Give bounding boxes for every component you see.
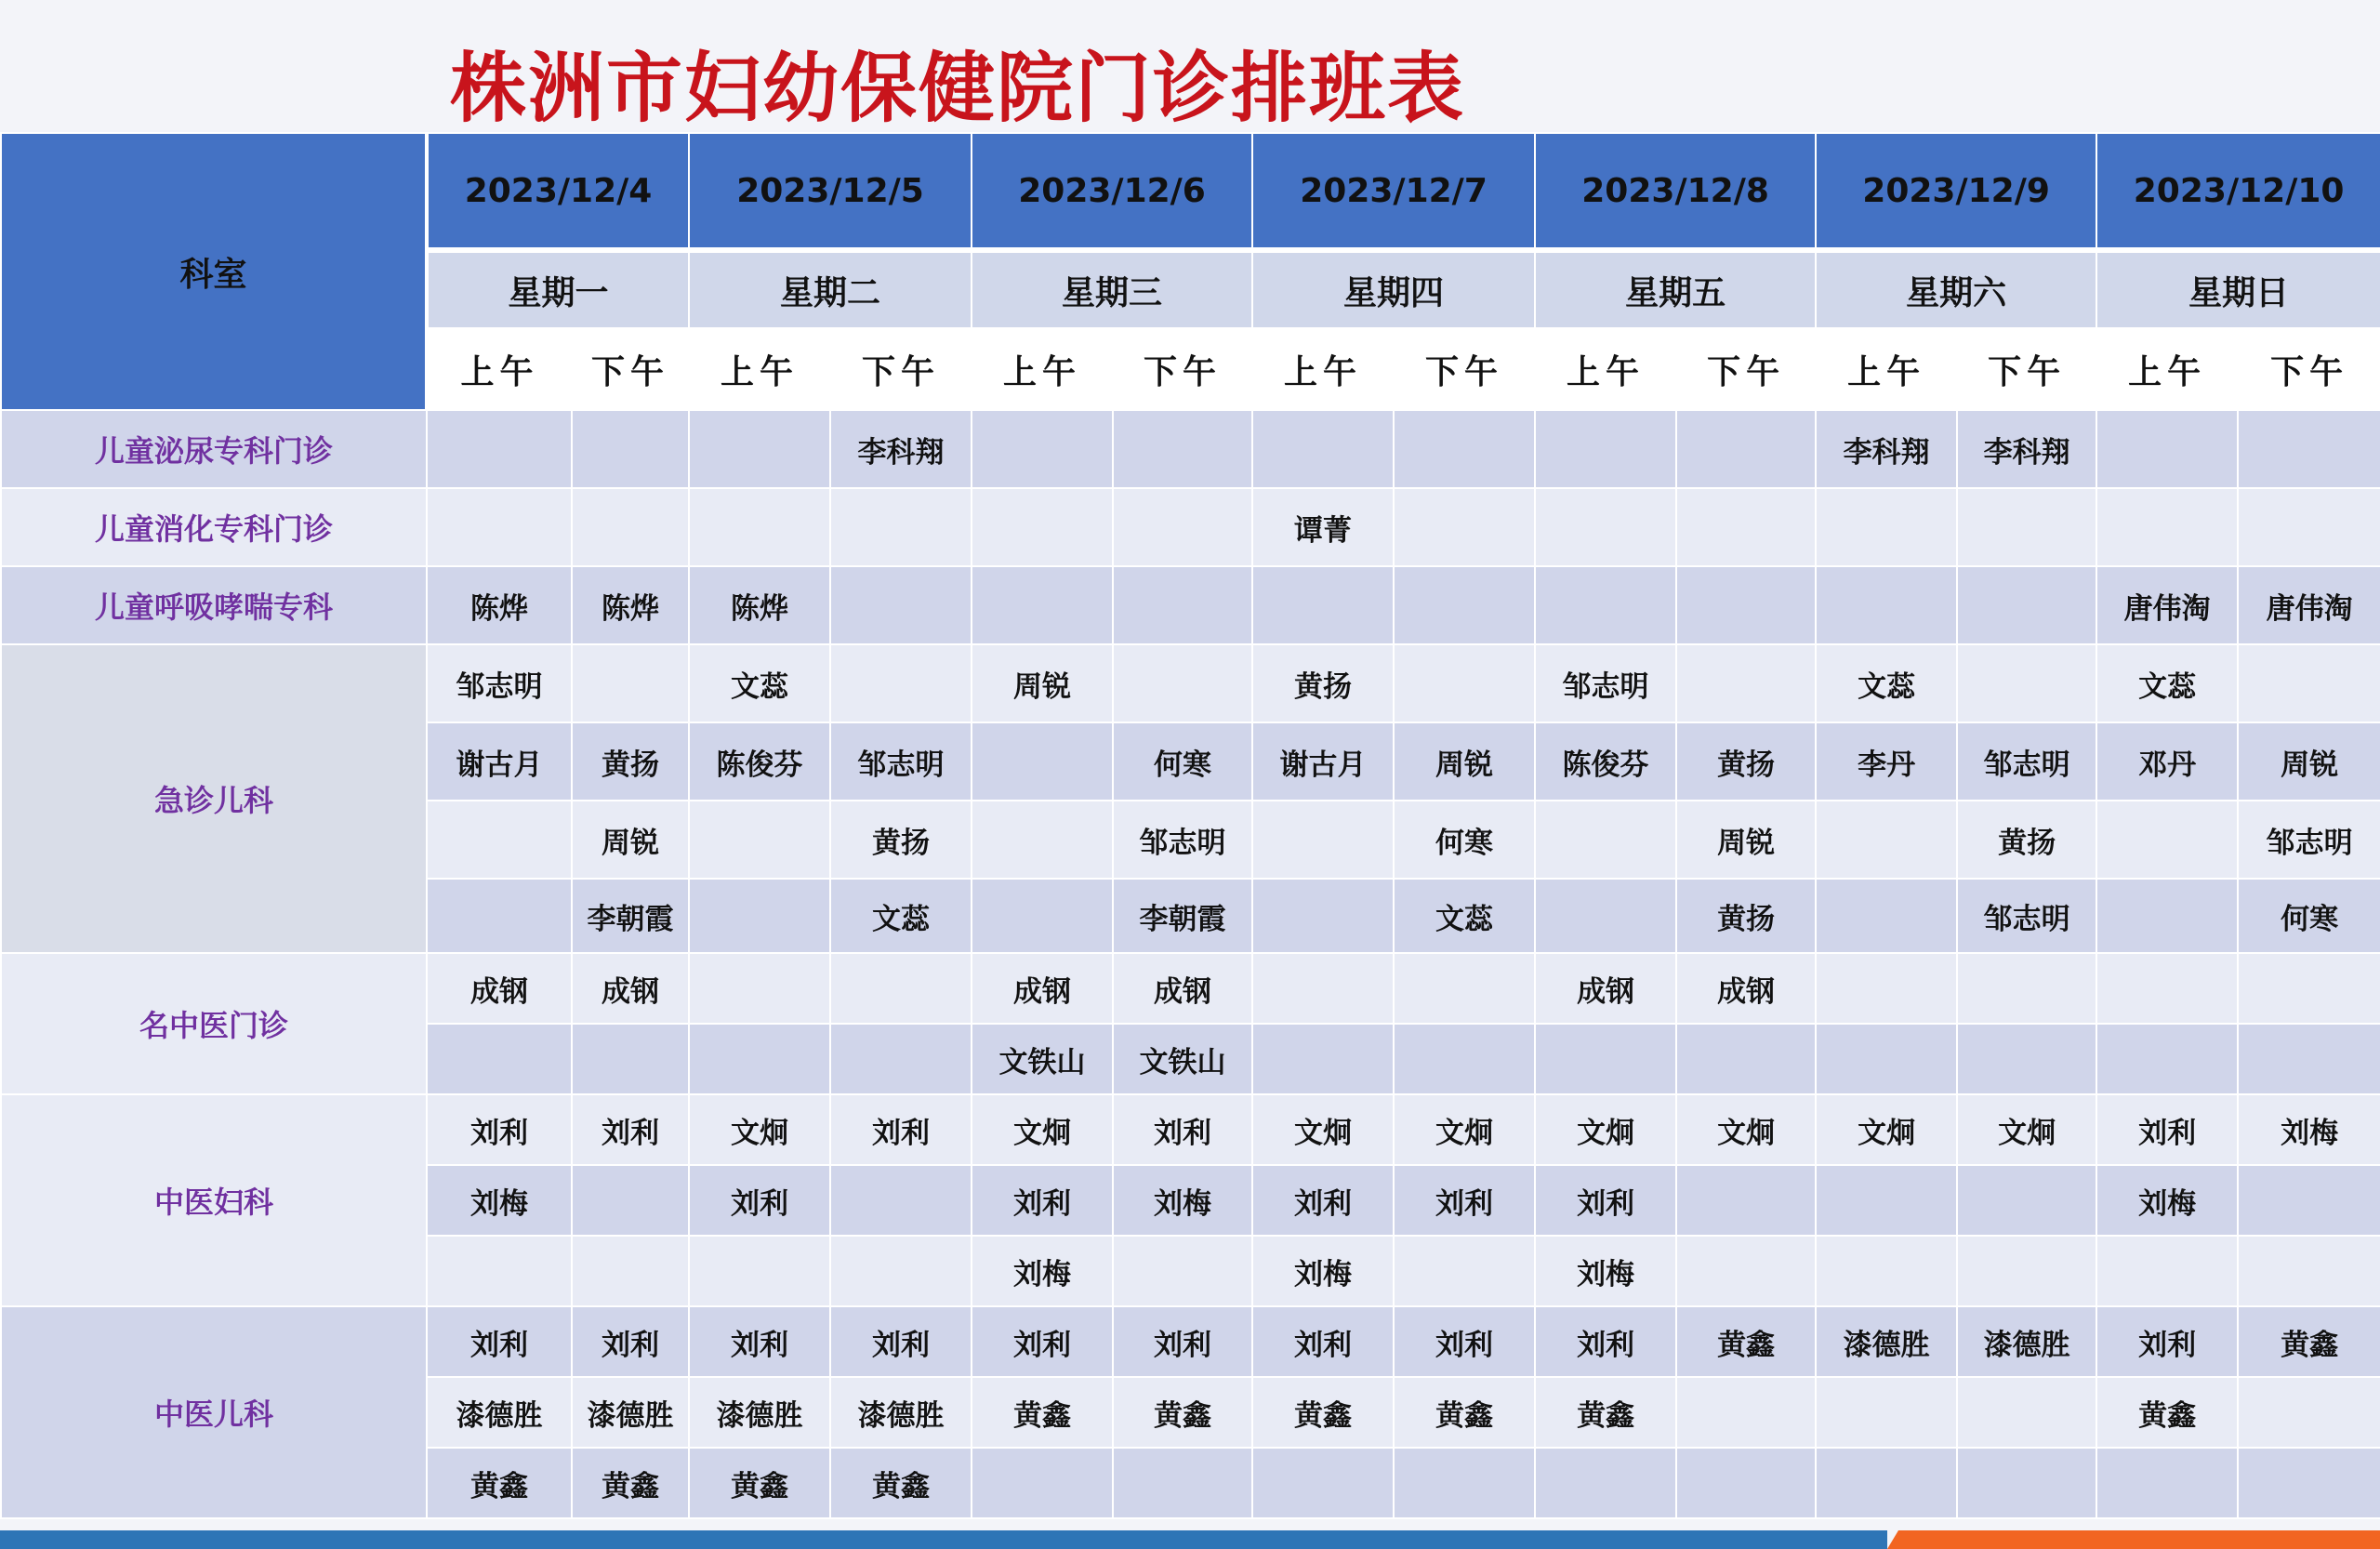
- schedule-cell: 何寒: [1113, 722, 1252, 801]
- schedule-cell: 文铁山: [1113, 1024, 1252, 1094]
- schedule-cell: 谢古月: [427, 722, 572, 801]
- schedule-cell: 黄鑫: [1535, 1377, 1676, 1448]
- schedule-cell: [830, 566, 972, 644]
- schedule-cell: 黄扬: [830, 801, 972, 879]
- schedule-cell: [689, 879, 830, 953]
- schedule-cell: 黄鑫: [830, 1448, 972, 1518]
- department-name: 中医妇科: [1, 1094, 427, 1306]
- schedule-cell: 刘利: [1535, 1165, 1676, 1236]
- schedule-cell: 成钢: [1535, 953, 1676, 1024]
- schedule-cell: 李朝霞: [1113, 879, 1252, 953]
- weekday-header: 星期四: [1252, 250, 1535, 328]
- schedule-cell: 刘利: [2096, 1306, 2238, 1377]
- schedule-cell: [1252, 879, 1394, 953]
- schedule-cell: [2238, 1377, 2380, 1448]
- schedule-cell: 刘梅: [972, 1236, 1113, 1306]
- schedule-cell: 成钢: [972, 953, 1113, 1024]
- schedule-cell: 黄鑫: [1113, 1377, 1252, 1448]
- schedule-cell: 刘利: [1113, 1306, 1252, 1377]
- schedule-cell: 黄鑫: [427, 1448, 572, 1518]
- schedule-cell: 谭菁: [1252, 488, 1394, 566]
- schedule-cell: 刘利: [1113, 1094, 1252, 1165]
- schedule-cell: 黄鑫: [2238, 1306, 2380, 1377]
- schedule-cell: 文蕊: [689, 644, 830, 722]
- schedule-cell: [1535, 566, 1676, 644]
- am-header: 上午: [689, 328, 830, 410]
- schedule-cell: [572, 1236, 689, 1306]
- schedule-row: [1, 410, 2380, 488]
- schedule-row: [1, 644, 2380, 722]
- schedule-cell: [830, 488, 972, 566]
- schedule-cell: [1394, 644, 1535, 722]
- schedule-cell: 刘利: [572, 1094, 689, 1165]
- schedule-cell: 黄扬: [1676, 722, 1816, 801]
- schedule-cell: [1113, 410, 1252, 488]
- schedule-cell: [830, 1165, 972, 1236]
- schedule-cell: 陈俊芬: [689, 722, 830, 801]
- schedule-cell: [572, 1024, 689, 1094]
- schedule-cell: [1394, 410, 1535, 488]
- schedule-cell: 成钢: [1113, 953, 1252, 1024]
- schedule-cell: [427, 1024, 572, 1094]
- schedule-cell: [830, 644, 972, 722]
- pm-header: 下午: [1676, 328, 1816, 410]
- schedule-cell: [1957, 1448, 2096, 1518]
- schedule-cell: 刘利: [1394, 1306, 1535, 1377]
- schedule-cell: [2096, 1024, 2238, 1094]
- page-title: 株洲市妇幼保健院门诊排班表: [449, 45, 1465, 133]
- schedule-cell: 邹志明: [830, 722, 972, 801]
- schedule-cell: [1252, 410, 1394, 488]
- schedule-cell: [1957, 1377, 2096, 1448]
- schedule-cell: [1676, 566, 1816, 644]
- department-name: 中医儿科: [1, 1306, 427, 1518]
- schedule-cell: [1113, 566, 1252, 644]
- schedule-cell: [2238, 1448, 2380, 1518]
- schedule-cell: [830, 1236, 972, 1306]
- schedule-cell: 漆德胜: [689, 1377, 830, 1448]
- footer-bar-orange: [1887, 1530, 2380, 1549]
- schedule-cell: 陈俊芬: [1535, 722, 1676, 801]
- schedule-cell: 黄扬: [572, 722, 689, 801]
- schedule-cell: [2238, 953, 2380, 1024]
- schedule-cell: [1816, 1236, 1957, 1306]
- pm-header: 下午: [572, 328, 689, 410]
- schedule-cell: [1957, 644, 2096, 722]
- pm-header: 下午: [830, 328, 972, 410]
- schedule-cell: 文炯: [1535, 1094, 1676, 1165]
- date-header: 2023/12/4: [427, 133, 689, 250]
- schedule-cell: 刘利: [2096, 1094, 2238, 1165]
- schedule-cell: [1957, 953, 2096, 1024]
- weekday-header: 星期五: [1535, 250, 1816, 328]
- schedule-cell: 刘利: [1394, 1165, 1535, 1236]
- schedule-cell: [1816, 1448, 1957, 1518]
- schedule-cell: [2238, 488, 2380, 566]
- weekday-header: 星期日: [2096, 250, 2380, 328]
- schedule-cell: 周锐: [2238, 722, 2380, 801]
- schedule-cell: [1676, 1448, 1816, 1518]
- schedule-cell: 成钢: [572, 953, 689, 1024]
- schedule-cell: [1394, 1024, 1535, 1094]
- schedule-cell: 刘利: [830, 1306, 972, 1377]
- schedule-cell: 邹志明: [1113, 801, 1252, 879]
- schedule-cell: 陈烨: [689, 566, 830, 644]
- schedule-cell: [1816, 566, 1957, 644]
- schedule-cell: [427, 879, 572, 953]
- schedule-cell: 刘利: [689, 1165, 830, 1236]
- schedule-cell: 周锐: [972, 644, 1113, 722]
- schedule-cell: [427, 1236, 572, 1306]
- schedule-cell: 唐伟淘: [2238, 566, 2380, 644]
- schedule-cell: 谢古月: [1252, 722, 1394, 801]
- schedule-cell: 文蕊: [1816, 644, 1957, 722]
- schedule-cell: 黄鑫: [689, 1448, 830, 1518]
- schedule-row: [1, 488, 2380, 566]
- schedule-cell: [689, 1236, 830, 1306]
- date-header: 2023/12/9: [1816, 133, 2096, 250]
- schedule-cell: [1816, 953, 1957, 1024]
- schedule-cell: [1394, 566, 1535, 644]
- schedule-cell: [572, 488, 689, 566]
- schedule-table: [0, 132, 2380, 1519]
- schedule-cell: 邹志明: [2238, 801, 2380, 879]
- schedule-cell: [1816, 1165, 1957, 1236]
- schedule-cell: 黄鑫: [972, 1377, 1113, 1448]
- schedule-cell: [1957, 1236, 2096, 1306]
- schedule-cell: [1957, 1165, 2096, 1236]
- schedule-cell: [427, 801, 572, 879]
- schedule-cell: [1957, 566, 2096, 644]
- schedule-cell: 黄扬: [1957, 801, 2096, 879]
- schedule-cell: [2238, 1024, 2380, 1094]
- schedule-cell: 文炯: [1676, 1094, 1816, 1165]
- schedule-cell: [972, 801, 1113, 879]
- schedule-cell: [572, 644, 689, 722]
- pm-header: 下午: [1394, 328, 1535, 410]
- schedule-cell: 何寒: [1394, 801, 1535, 879]
- schedule-cell: 文炯: [689, 1094, 830, 1165]
- date-header: 2023/12/8: [1535, 133, 1816, 250]
- schedule-cell: 刘利: [427, 1306, 572, 1377]
- pm-header: 下午: [1113, 328, 1252, 410]
- pm-header: 下午: [2238, 328, 2380, 410]
- footer-bar-blue: [0, 1530, 1887, 1549]
- schedule-cell: [572, 1165, 689, 1236]
- schedule-cell: [1535, 1024, 1676, 1094]
- schedule-cell: 李科翔: [1957, 410, 2096, 488]
- weekday-header: 星期三: [972, 250, 1252, 328]
- schedule-cell: 刘利: [572, 1306, 689, 1377]
- schedule-cell: [1535, 488, 1676, 566]
- schedule-cell: 漆德胜: [572, 1377, 689, 1448]
- schedule-cell: 文炯: [972, 1094, 1113, 1165]
- schedule-cell: [2096, 801, 2238, 879]
- schedule-cell: [1957, 488, 2096, 566]
- schedule-cell: 文蕊: [1394, 879, 1535, 953]
- schedule-cell: [2238, 1236, 2380, 1306]
- schedule-cell: 文铁山: [972, 1024, 1113, 1094]
- schedule-cell: 何寒: [2238, 879, 2380, 953]
- department-name: 名中医门诊: [1, 953, 427, 1094]
- schedule-cell: 成钢: [1676, 953, 1816, 1024]
- date-header: 2023/12/10: [2096, 133, 2380, 250]
- schedule-cell: [1252, 566, 1394, 644]
- schedule-cell: 刘利: [830, 1094, 972, 1165]
- schedule-cell: [1676, 1377, 1816, 1448]
- schedule-cell: 周锐: [1394, 722, 1535, 801]
- schedule-cell: [1816, 488, 1957, 566]
- schedule-cell: [2096, 1236, 2238, 1306]
- schedule-cell: 邹志明: [1535, 644, 1676, 722]
- schedule-cell: [1676, 644, 1816, 722]
- am-header: 上午: [1816, 328, 1957, 410]
- am-header: 上午: [972, 328, 1113, 410]
- schedule-cell: [1252, 1448, 1394, 1518]
- weekday-header: 星期一: [427, 250, 689, 328]
- pm-header: 下午: [1957, 328, 2096, 410]
- schedule-cell: 李科翔: [1816, 410, 1957, 488]
- schedule-cell: [972, 879, 1113, 953]
- schedule-cell: 刘梅: [2238, 1094, 2380, 1165]
- schedule-cell: 周锐: [1676, 801, 1816, 879]
- schedule-cell: [2096, 410, 2238, 488]
- schedule-cell: [2238, 644, 2380, 722]
- schedule-cell: [1816, 879, 1957, 953]
- schedule-cell: 刘梅: [1252, 1236, 1394, 1306]
- schedule-cell: 刘利: [689, 1306, 830, 1377]
- schedule-cell: [830, 953, 972, 1024]
- dept-header: 科室: [1, 133, 427, 410]
- schedule-cell: [972, 410, 1113, 488]
- schedule-cell: [1113, 488, 1252, 566]
- schedule-cell: [972, 1448, 1113, 1518]
- schedule-cell: [1676, 1165, 1816, 1236]
- schedule-cell: 黄鑫: [1394, 1377, 1535, 1448]
- schedule-cell: 漆德胜: [427, 1377, 572, 1448]
- schedule-cell: 刘梅: [1535, 1236, 1676, 1306]
- am-header: 上午: [1535, 328, 1676, 410]
- schedule-cell: [1252, 953, 1394, 1024]
- schedule-cell: [1394, 488, 1535, 566]
- schedule-cell: [1113, 1448, 1252, 1518]
- schedule-cell: 黄鑫: [2096, 1377, 2238, 1448]
- date-header: 2023/12/6: [972, 133, 1252, 250]
- schedule-cell: 李科翔: [830, 410, 972, 488]
- schedule-cell: [1252, 801, 1394, 879]
- schedule-cell: 刘梅: [2096, 1165, 2238, 1236]
- schedule-cell: [830, 1024, 972, 1094]
- schedule-cell: [2096, 1448, 2238, 1518]
- schedule-cell: [689, 1024, 830, 1094]
- schedule-cell: 刘利: [427, 1094, 572, 1165]
- schedule-cell: 李朝霞: [572, 879, 689, 953]
- schedule-cell: 成钢: [427, 953, 572, 1024]
- am-header: 上午: [1252, 328, 1394, 410]
- schedule-cell: [689, 410, 830, 488]
- schedule-cell: [572, 410, 689, 488]
- schedule-cell: 黄鑫: [1676, 1306, 1816, 1377]
- schedule-cell: [1535, 1448, 1676, 1518]
- schedule-cell: 刘利: [1252, 1165, 1394, 1236]
- schedule-cell: 漆德胜: [1816, 1306, 1957, 1377]
- am-header: 上午: [427, 328, 572, 410]
- schedule-cell: [1394, 1448, 1535, 1518]
- schedule-cell: [689, 488, 830, 566]
- schedule-cell: [427, 488, 572, 566]
- schedule-cell: 文炯: [1957, 1094, 2096, 1165]
- weekday-header: 星期二: [689, 250, 972, 328]
- schedule-cell: 文蕊: [2096, 644, 2238, 722]
- schedule-cell: 唐伟淘: [2096, 566, 2238, 644]
- schedule-cell: 李丹: [1816, 722, 1957, 801]
- schedule-cell: 刘利: [1252, 1306, 1394, 1377]
- date-header: 2023/12/5: [689, 133, 972, 250]
- schedule-cell: 黄鑫: [1252, 1377, 1394, 1448]
- schedule-row: [1, 1306, 2380, 1377]
- schedule-cell: [1113, 644, 1252, 722]
- schedule-cell: [1816, 801, 1957, 879]
- schedule-cell: [1676, 1236, 1816, 1306]
- schedule-cell: [689, 953, 830, 1024]
- schedule-cell: 漆德胜: [830, 1377, 972, 1448]
- schedule-cell: [1113, 1236, 1252, 1306]
- schedule-cell: 文炯: [1816, 1094, 1957, 1165]
- am-header: 上午: [2096, 328, 2238, 410]
- schedule-cell: [2096, 953, 2238, 1024]
- schedule-cell: [1394, 953, 1535, 1024]
- schedule-cell: 邓丹: [2096, 722, 2238, 801]
- schedule-cell: [1252, 1024, 1394, 1094]
- schedule-cell: [1676, 488, 1816, 566]
- schedule-cell: [1676, 1024, 1816, 1094]
- schedule-cell: [1957, 1024, 2096, 1094]
- schedule-cell: [2096, 879, 2238, 953]
- schedule-cell: 黄扬: [1676, 879, 1816, 953]
- schedule-cell: 陈烨: [427, 566, 572, 644]
- schedule-cell: [2096, 488, 2238, 566]
- schedule-cell: 邹志明: [1957, 879, 2096, 953]
- department-name: 儿童呼吸哮喘专科: [1, 566, 427, 644]
- schedule-cell: 陈烨: [572, 566, 689, 644]
- department-name: 儿童泌尿专科门诊: [1, 410, 427, 488]
- schedule-cell: 刘利: [972, 1165, 1113, 1236]
- schedule-cell: [1535, 879, 1676, 953]
- schedule-cell: [1394, 1236, 1535, 1306]
- schedule-cell: 邹志明: [1957, 722, 2096, 801]
- schedule-cell: 漆德胜: [1957, 1306, 2096, 1377]
- schedule-cell: [1535, 410, 1676, 488]
- schedule-cell: [2238, 1165, 2380, 1236]
- schedule-cell: 文炯: [1252, 1094, 1394, 1165]
- schedule-cell: 邹志明: [427, 644, 572, 722]
- schedule-cell: [1816, 1024, 1957, 1094]
- schedule-cell: 黄扬: [1252, 644, 1394, 722]
- schedule-cell: [1535, 801, 1676, 879]
- schedule-cell: [1676, 410, 1816, 488]
- schedule-cell: [1816, 1377, 1957, 1448]
- schedule-cell: 文蕊: [830, 879, 972, 953]
- schedule-cell: [972, 488, 1113, 566]
- schedule-row: [1, 953, 2380, 1024]
- schedule-row: [1, 1094, 2380, 1165]
- header-date-row: [1, 133, 2380, 250]
- department-name: 儿童消化专科门诊: [1, 488, 427, 566]
- schedule-cell: [972, 566, 1113, 644]
- schedule-cell: 刘利: [1535, 1306, 1676, 1377]
- schedule-cell: 周锐: [572, 801, 689, 879]
- schedule-cell: 文炯: [1394, 1094, 1535, 1165]
- schedule-cell: 刘梅: [1113, 1165, 1252, 1236]
- department-name: 急诊儿科: [1, 644, 427, 953]
- schedule-row: [1, 566, 2380, 644]
- schedule-cell: 刘利: [972, 1306, 1113, 1377]
- schedule-cell: 刘梅: [427, 1165, 572, 1236]
- schedule-cell: [427, 410, 572, 488]
- schedule-cell: [689, 801, 830, 879]
- schedule-cell: 黄鑫: [572, 1448, 689, 1518]
- weekday-header: 星期六: [1816, 250, 2096, 328]
- schedule-cell: [2238, 410, 2380, 488]
- date-header: 2023/12/7: [1252, 133, 1535, 250]
- schedule-cell: [972, 722, 1113, 801]
